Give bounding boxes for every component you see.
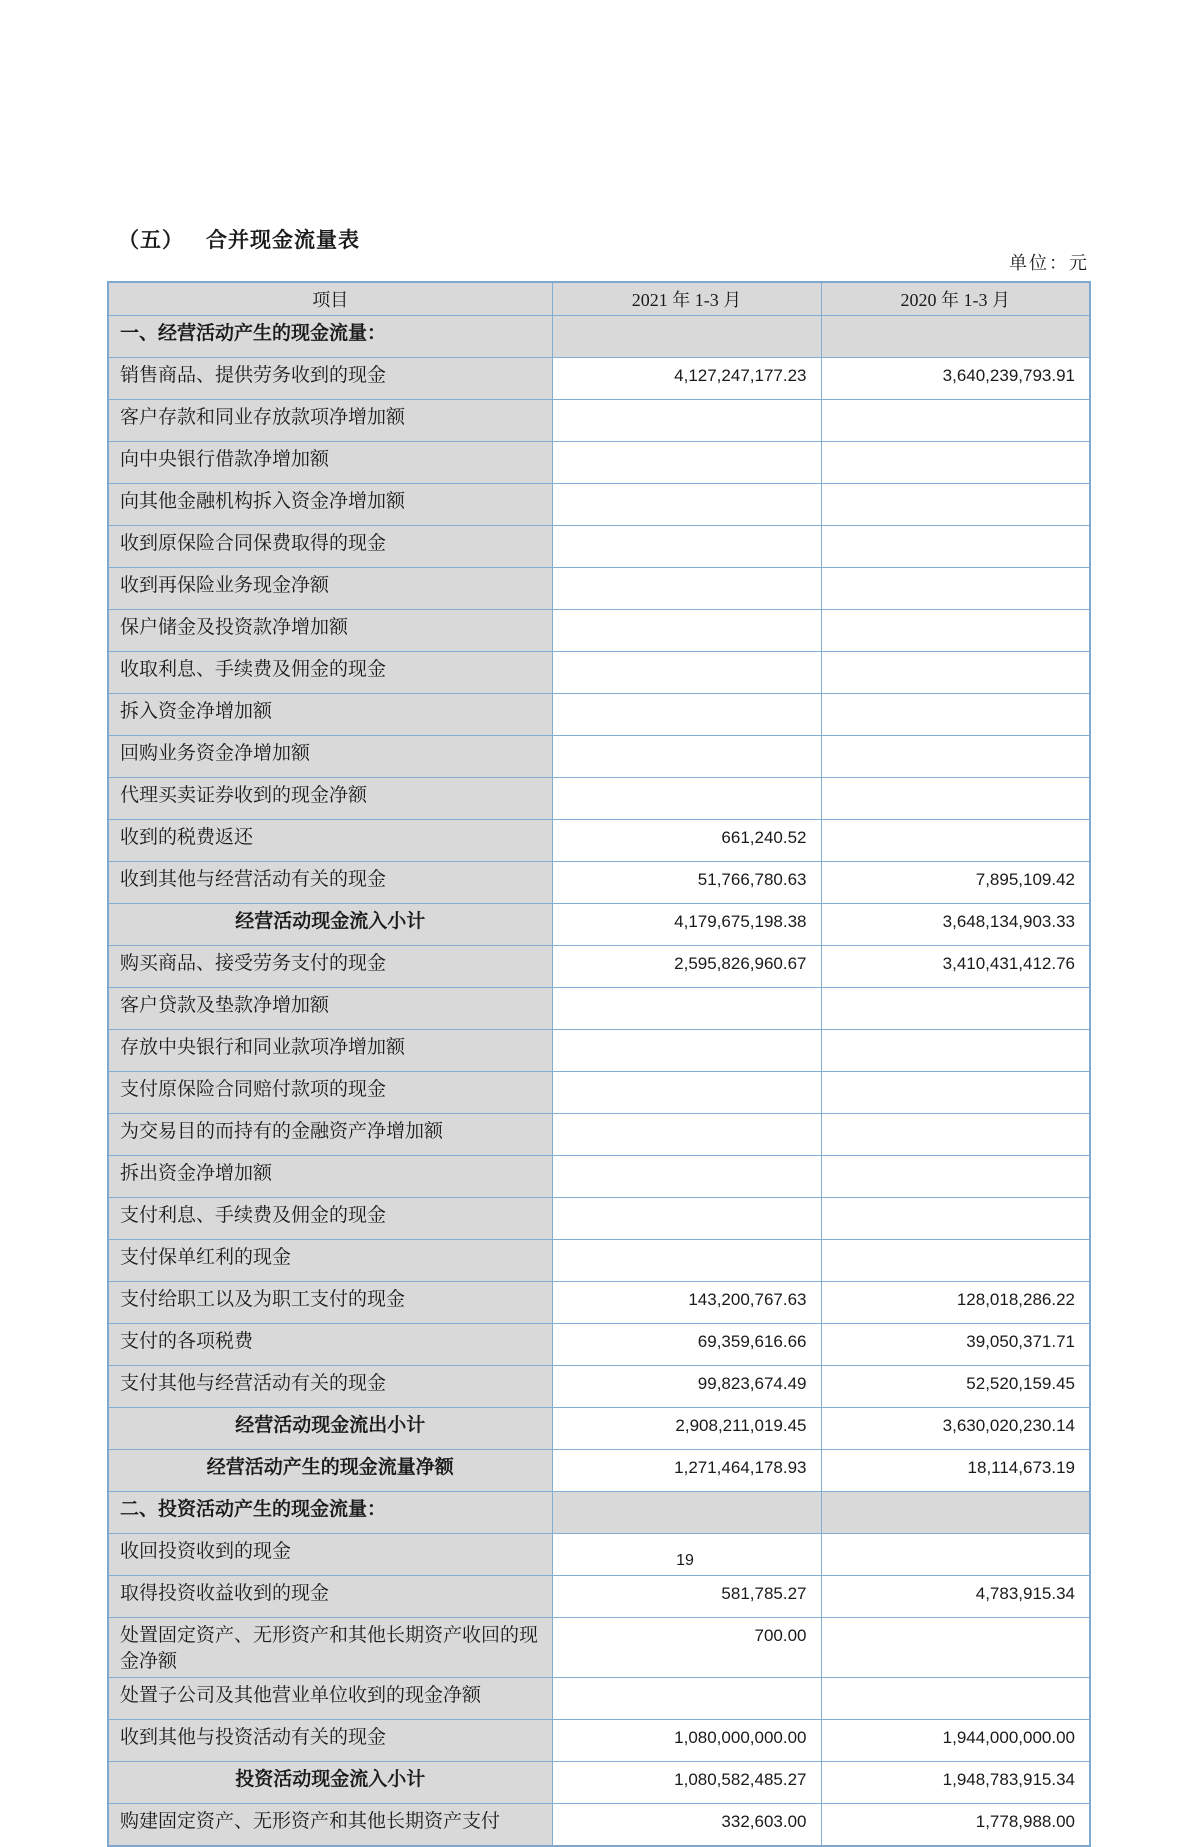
- table-row: [108, 1240, 1090, 1282]
- value-2020: [821, 1072, 1090, 1114]
- row-label: 支付保单红利的现金: [108, 1240, 552, 1282]
- row-label: 经营活动产生的现金流量净额: [108, 1450, 552, 1492]
- table-row: [108, 778, 1090, 820]
- value-2020: 18,114,673.19: [821, 1450, 1090, 1492]
- table-row: [108, 820, 1090, 862]
- value-2020: 52,520,159.45: [821, 1366, 1090, 1408]
- table-body: [108, 316, 1090, 1847]
- table-row: [108, 1492, 1090, 1534]
- section-heading-title: 合并现金流量表: [206, 228, 360, 252]
- table-row: [108, 1198, 1090, 1240]
- value-2020: [821, 988, 1090, 1030]
- value-2021: [552, 442, 821, 484]
- value-2021: [552, 988, 821, 1030]
- table-row: [108, 1030, 1090, 1072]
- row-label: 二、投资活动产生的现金流量：: [108, 1492, 552, 1534]
- value-2021: 1,271,464,178.93: [552, 1450, 821, 1492]
- row-label: 向其他金融机构拆入资金净增加额: [108, 484, 552, 526]
- value-2020: 1,778,988.00: [821, 1804, 1090, 1847]
- table-row: [108, 694, 1090, 736]
- value-2021: [552, 1492, 821, 1534]
- table-row: [108, 1114, 1090, 1156]
- value-2020: 3,630,020,230.14: [821, 1408, 1090, 1450]
- row-label: 经营活动现金流入小计: [108, 904, 552, 946]
- table-row: [108, 1282, 1090, 1324]
- table-row: [108, 1156, 1090, 1198]
- row-label: 支付给职工以及为职工支付的现金: [108, 1282, 552, 1324]
- row-label: 客户存款和同业存放款项净增加额: [108, 400, 552, 442]
- value-2021: [552, 400, 821, 442]
- value-2021: 1,080,000,000.00: [552, 1720, 821, 1762]
- row-label: 保户储金及投资款净增加额: [108, 610, 552, 652]
- value-2020: [821, 778, 1090, 820]
- value-2021: [552, 736, 821, 778]
- value-2021: [552, 610, 821, 652]
- table-row: [108, 1720, 1090, 1762]
- value-2021: [552, 1240, 821, 1282]
- table-row: [108, 610, 1090, 652]
- table-header-row: [108, 282, 1090, 316]
- value-2020: 3,640,239,793.91: [821, 358, 1090, 400]
- value-2021: [552, 778, 821, 820]
- value-2021: [552, 484, 821, 526]
- value-2021: 661,240.52: [552, 820, 821, 862]
- table-row: [108, 442, 1090, 484]
- table-row: [108, 1576, 1090, 1618]
- row-label: 购建固定资产、无形资产和其他长期资产支付: [108, 1804, 552, 1847]
- row-label: 经营活动现金流出小计: [108, 1408, 552, 1450]
- row-label: 收到其他与投资活动有关的现金: [108, 1720, 552, 1762]
- row-label: 处置固定资产、无形资产和其他长期资产收回的现金净额: [108, 1618, 552, 1678]
- table-row: [108, 1534, 1090, 1576]
- value-2021: 332,603.00: [552, 1804, 821, 1847]
- value-2021: 1,080,582,485.27: [552, 1762, 821, 1804]
- table-row: [108, 400, 1090, 442]
- table-row: [108, 988, 1090, 1030]
- value-2020: 7,895,109.42: [821, 862, 1090, 904]
- cash-flow-table: [107, 281, 1091, 1847]
- table-row: [108, 568, 1090, 610]
- page-number: 19: [676, 1552, 694, 1569]
- value-2020: [821, 1618, 1090, 1678]
- value-2021: [552, 694, 821, 736]
- unit-label: 单位：元: [1009, 253, 1089, 273]
- value-2020: [821, 484, 1090, 526]
- row-label: 回购业务资金净增加额: [108, 736, 552, 778]
- value-2020: [821, 694, 1090, 736]
- value-2021: 700.00: [552, 1618, 821, 1678]
- row-label: 取得投资收益收到的现金: [108, 1576, 552, 1618]
- row-label: 支付的各项税费: [108, 1324, 552, 1366]
- row-label: 收到再保险业务现金净额: [108, 568, 552, 610]
- row-label: 支付其他与经营活动有关的现金: [108, 1366, 552, 1408]
- row-label: 拆出资金净增加额: [108, 1156, 552, 1198]
- value-2021: 4,127,247,177.23: [552, 358, 821, 400]
- table-row: [108, 862, 1090, 904]
- row-label: 收到其他与经营活动有关的现金: [108, 862, 552, 904]
- row-label: 收回投资收到的现金: [108, 1534, 552, 1576]
- value-2020: [821, 1492, 1090, 1534]
- value-2021: 143,200,767.63: [552, 1282, 821, 1324]
- table-row: [108, 1804, 1090, 1847]
- table-row: [108, 1618, 1090, 1678]
- column-header-2021: 2021 年 1-3 月: [552, 282, 821, 316]
- row-label: 拆入资金净增加额: [108, 694, 552, 736]
- value-2021: [552, 1030, 821, 1072]
- column-header-2020: 2020 年 1-3 月: [821, 282, 1090, 316]
- value-2021: 2,595,826,960.67: [552, 946, 821, 988]
- table-row: [108, 1678, 1090, 1720]
- table-row: [108, 1762, 1090, 1804]
- value-2021: 581,785.27: [552, 1576, 821, 1618]
- table-row: [108, 316, 1090, 358]
- value-2020: [821, 442, 1090, 484]
- value-2020: 1,948,783,915.34: [821, 1762, 1090, 1804]
- value-2020: [821, 526, 1090, 568]
- row-label: 一、经营活动产生的现金流量：: [108, 316, 552, 358]
- table-row: [108, 1450, 1090, 1492]
- value-2020: 3,410,431,412.76: [821, 946, 1090, 988]
- row-label: 收到原保险合同保费取得的现金: [108, 526, 552, 568]
- value-2020: 39,050,371.71: [821, 1324, 1090, 1366]
- row-label: 投资活动现金流入小计: [108, 1762, 552, 1804]
- value-2020: [821, 1534, 1090, 1576]
- value-2020: [821, 1198, 1090, 1240]
- row-label: 收到的税费返还: [108, 820, 552, 862]
- value-2021: [552, 1678, 821, 1720]
- table-row: [108, 1408, 1090, 1450]
- value-2021: 51,766,780.63: [552, 862, 821, 904]
- table-row: [108, 358, 1090, 400]
- value-2020: 4,783,915.34: [821, 1576, 1090, 1618]
- row-label: 客户贷款及垫款净增加额: [108, 988, 552, 1030]
- value-2020: [821, 1678, 1090, 1720]
- row-label: 购买商品、接受劳务支付的现金: [108, 946, 552, 988]
- value-2020: [821, 1156, 1090, 1198]
- row-label: 存放中央银行和同业款项净增加额: [108, 1030, 552, 1072]
- table-row: [108, 1072, 1090, 1114]
- value-2021: [552, 526, 821, 568]
- row-label: 为交易目的而持有的金融资产净增加额: [108, 1114, 552, 1156]
- row-label: 收取利息、手续费及佣金的现金: [108, 652, 552, 694]
- value-2020: [821, 736, 1090, 778]
- section-heading-index: （五）: [118, 228, 184, 252]
- value-2021: 69,359,616.66: [552, 1324, 821, 1366]
- value-2020: [821, 400, 1090, 442]
- value-2020: [821, 820, 1090, 862]
- table-row: [108, 1366, 1090, 1408]
- row-label: 支付原保险合同赔付款项的现金: [108, 1072, 552, 1114]
- value-2020: [821, 1114, 1090, 1156]
- value-2021: [552, 1198, 821, 1240]
- row-label: 处置子公司及其他营业单位收到的现金净额: [108, 1678, 552, 1720]
- value-2021: [552, 316, 821, 358]
- value-2020: [821, 610, 1090, 652]
- value-2021: 4,179,675,198.38: [552, 904, 821, 946]
- value-2020: [821, 1240, 1090, 1282]
- column-header-item: 项目: [108, 282, 552, 316]
- value-2020: 128,018,286.22: [821, 1282, 1090, 1324]
- row-label: 向中央银行借款净增加额: [108, 442, 552, 484]
- table-row: [108, 904, 1090, 946]
- value-2021: 2,908,211,019.45: [552, 1408, 821, 1450]
- value-2020: [821, 652, 1090, 694]
- table-row: [108, 736, 1090, 778]
- table-row: [108, 1324, 1090, 1366]
- value-2020: 3,648,134,903.33: [821, 904, 1090, 946]
- value-2021: [552, 652, 821, 694]
- value-2020: [821, 568, 1090, 610]
- row-label: 代理买卖证券收到的现金净额: [108, 778, 552, 820]
- value-2021: [552, 568, 821, 610]
- value-2020: [821, 316, 1090, 358]
- value-2021: [552, 1114, 821, 1156]
- value-2021: 99,823,674.49: [552, 1366, 821, 1408]
- row-label: 支付利息、手续费及佣金的现金: [108, 1198, 552, 1240]
- row-label: 销售商品、提供劳务收到的现金: [108, 358, 552, 400]
- table-row: [108, 526, 1090, 568]
- table-row: [108, 484, 1090, 526]
- value-2021: [552, 1156, 821, 1198]
- table-row: [108, 652, 1090, 694]
- value-2021: [552, 1072, 821, 1114]
- value-2020: [821, 1030, 1090, 1072]
- value-2020: 1,944,000,000.00: [821, 1720, 1090, 1762]
- table-row: [108, 946, 1090, 988]
